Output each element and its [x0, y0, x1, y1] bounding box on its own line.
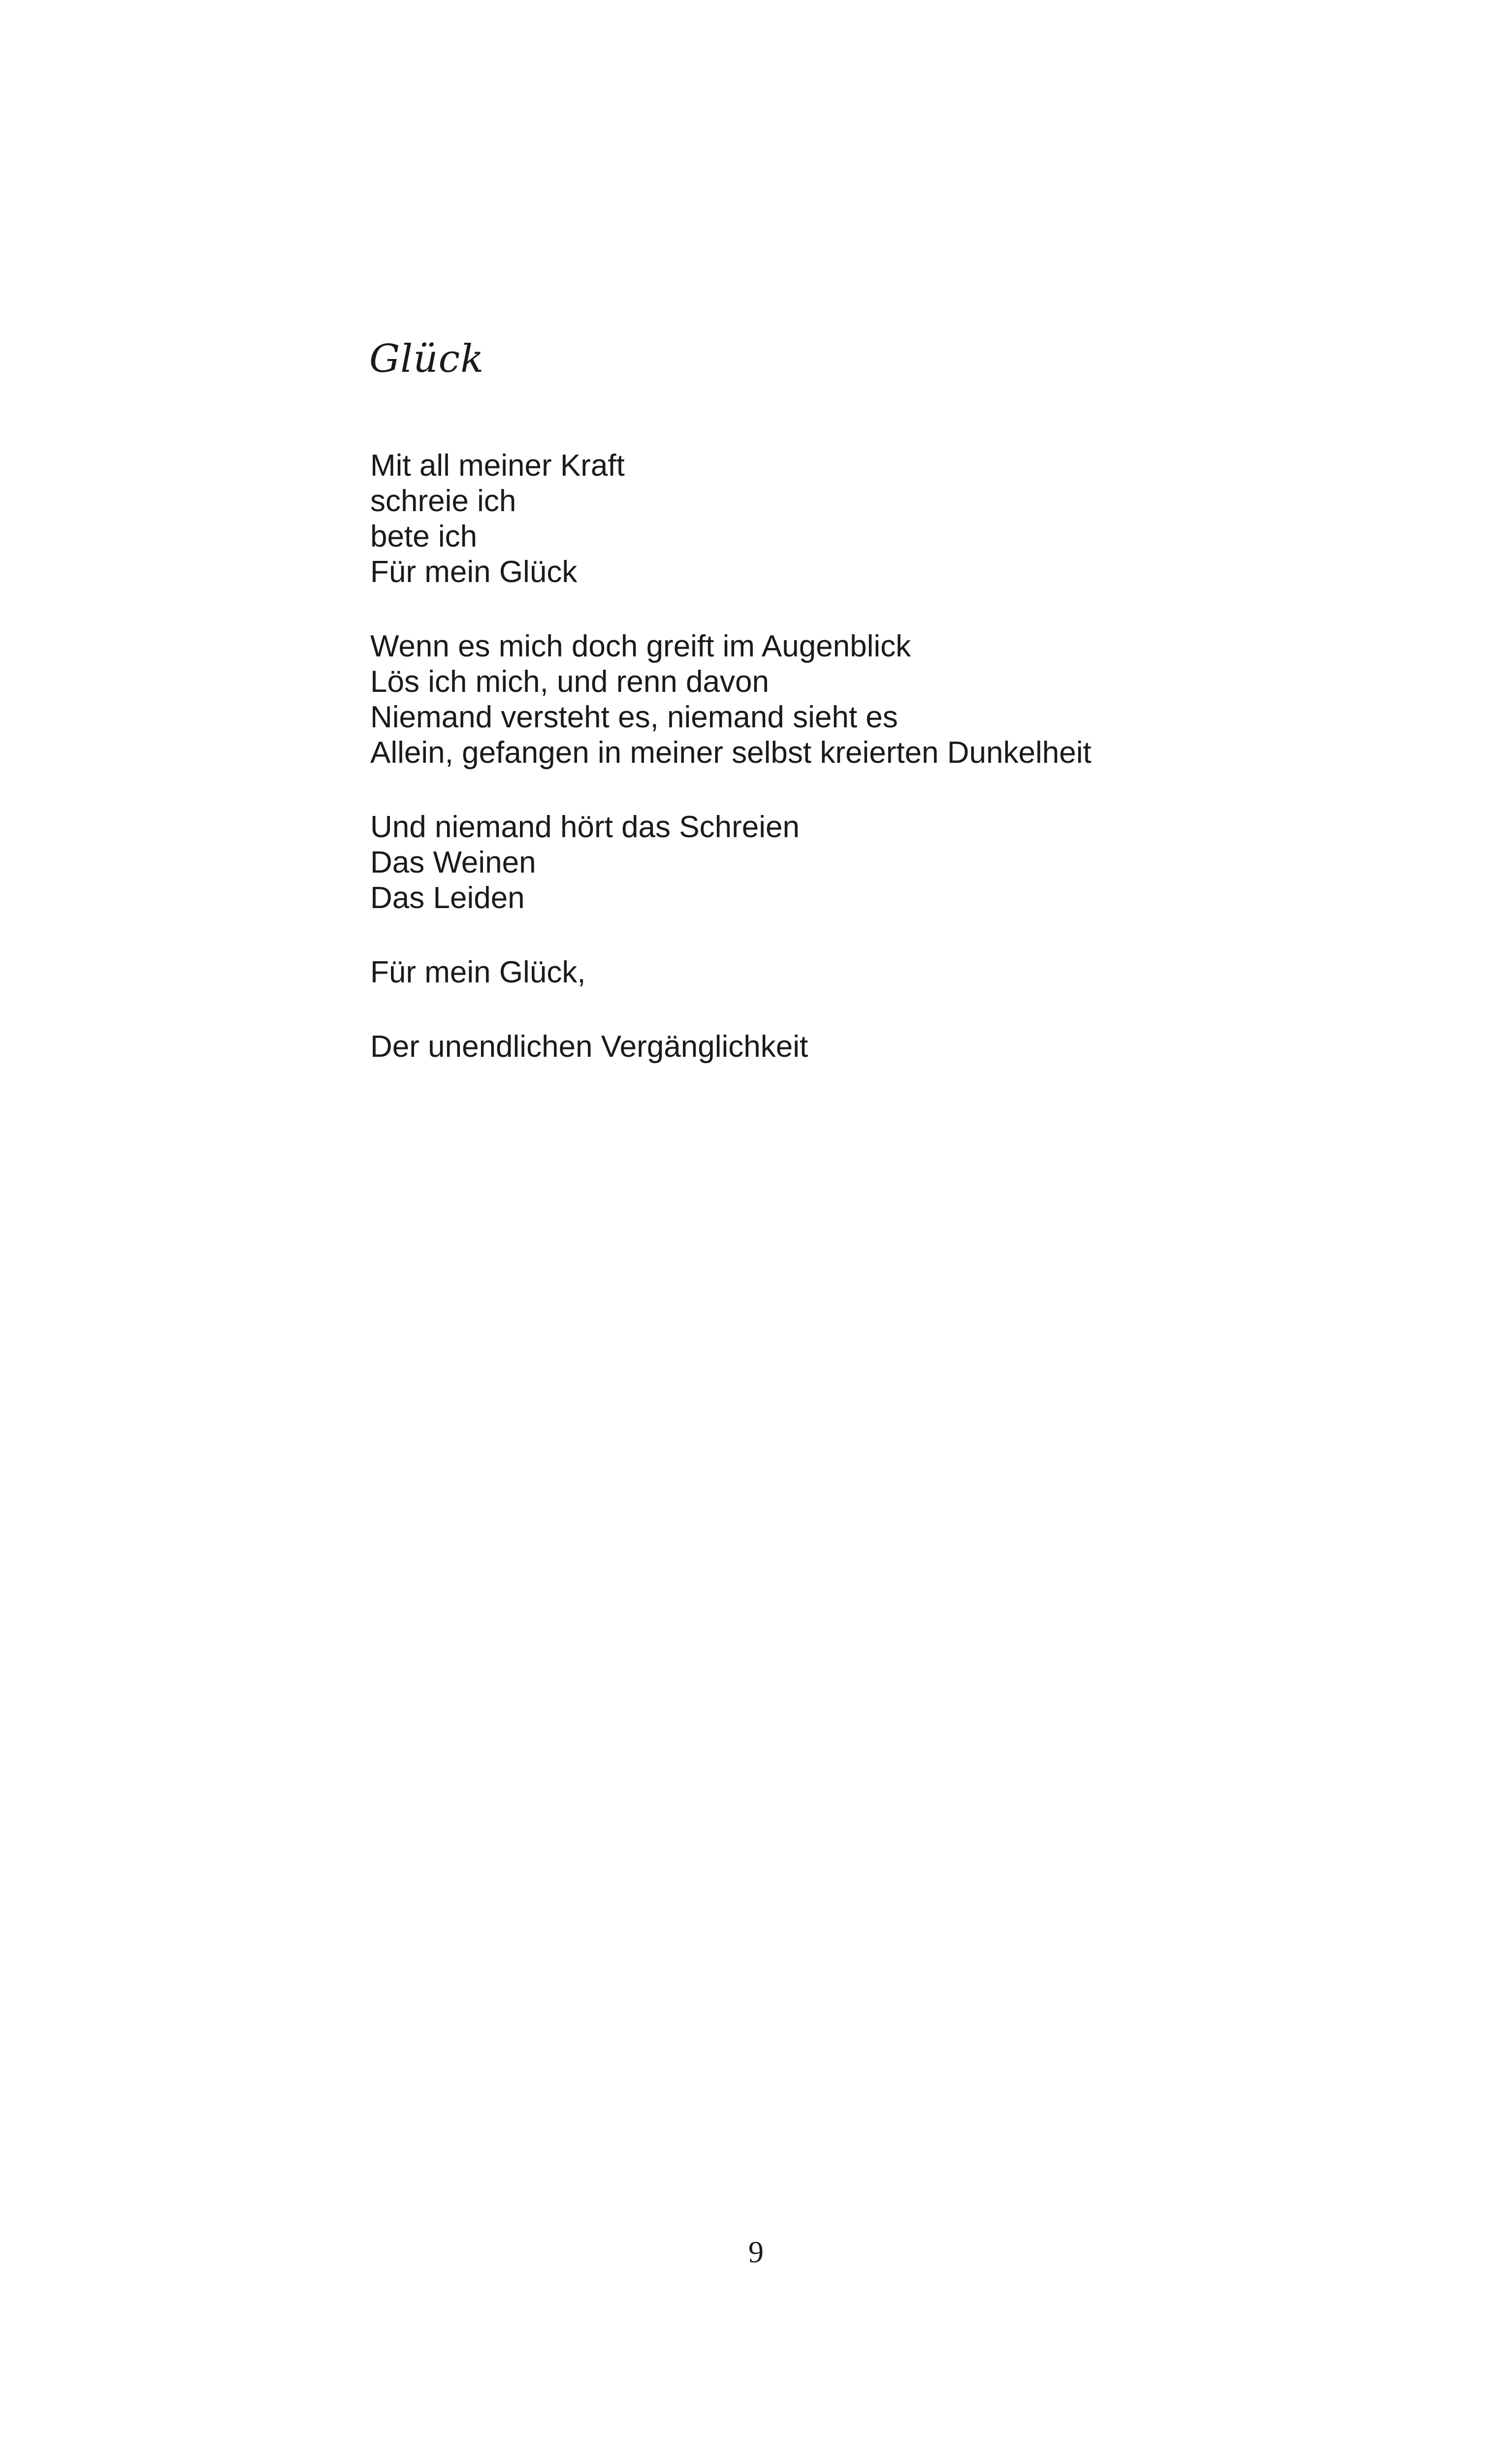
poem-line: Das Weinen — [370, 846, 536, 879]
stanza — [370, 955, 1404, 990]
poem-title: Glück — [369, 337, 484, 381]
poem-line: Niemand versteht es, niemand sieht es — [370, 700, 898, 734]
stanza — [370, 810, 1404, 916]
stanza — [370, 448, 1404, 590]
poem-line: Lös ich mich, und renn davon — [370, 665, 769, 699]
poem-line: schreie ich — [370, 484, 516, 518]
poem-line: Für mein Glück, — [370, 955, 586, 989]
poem-line: Allein, gefangen in meiner selbst kreierten Dunkelheit — [370, 736, 1092, 770]
poem-line: Wenn es mich doch greift im Augenblick — [370, 629, 911, 663]
poem-line: Das Leiden — [370, 881, 525, 915]
poem-body — [370, 448, 1404, 1065]
page-number: 9 — [748, 2236, 764, 2269]
poem-line: Und niemand hört das Schreien — [370, 810, 800, 844]
stanza — [370, 629, 1404, 771]
poem-line: bete ich — [370, 520, 478, 554]
poem-line: Für mein Glück — [370, 555, 578, 589]
stanza — [370, 1029, 1404, 1065]
poem-line: Der unendlichen Vergänglichkeit — [370, 1030, 808, 1064]
poem-line: Mit all meiner Kraft — [370, 449, 625, 483]
